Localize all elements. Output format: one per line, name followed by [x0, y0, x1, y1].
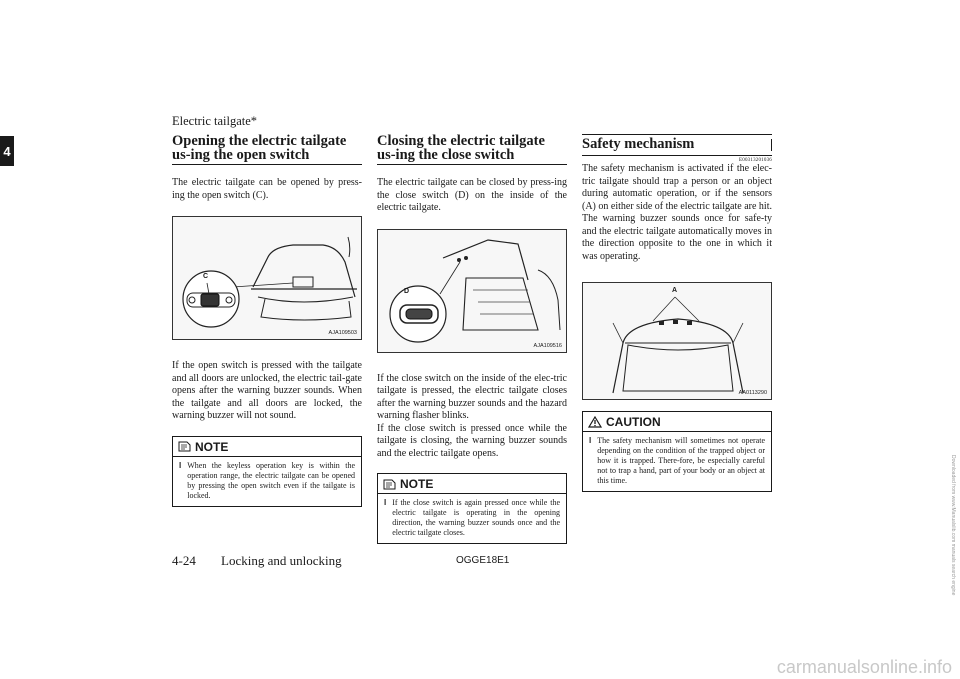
footer-section: Locking and unlocking — [221, 553, 342, 568]
figure-code: AJA109503 — [328, 330, 357, 336]
section-intro: The electric tailgate can be opened by press-ing the open switch (C). — [172, 177, 362, 201]
section-heading: Closing the electric tailgate us-ing the close switch — [377, 134, 567, 165]
section-body-2: If the close switch is pressed once while the tailgate is closing, the warning buzzer sounds and the electric tailgate opens. — [377, 422, 567, 459]
footer-doc-code: OGGE18E1 — [456, 555, 510, 566]
figure-open-switch — [172, 216, 362, 340]
note-icon — [383, 479, 396, 490]
note-title: NOTE — [195, 439, 229, 454]
bullet-icon: l — [384, 498, 387, 507]
bullet-icon: l — [179, 460, 182, 470]
figure-code: AA0113290 — [738, 390, 767, 396]
section-heading: Safety mechanism — [582, 134, 772, 156]
section-body: If the open switch is pressed with the tailgate and all doors are unlocked, the electric tail-gate opens after the warning buzzer sounds. When the tailgate and all doors are locked, the warning buzzer will not sound. — [172, 360, 362, 421]
callout-d: D — [404, 287, 410, 295]
caution-box — [582, 411, 772, 492]
running-head: Electric tailgate* — [172, 114, 258, 128]
figure-close-switch — [377, 229, 567, 353]
note-item — [173, 457, 361, 501]
corner-tag: Downloaded from www.Manualslib.com manuals search engine — [950, 455, 956, 596]
section-heading: Opening the electric tailgate us-ing the open switch — [172, 134, 362, 165]
note-header — [173, 437, 361, 457]
page-number: 4-24 — [172, 553, 196, 568]
callout-a: A — [672, 287, 678, 294]
bullet-icon: l — [589, 436, 592, 445]
note-box — [377, 473, 567, 544]
section-intro: The electric tailgate can be closed by press-ing the close switch (D) on the inside of the electric tailgate. — [377, 177, 567, 213]
section-close-switch — [377, 134, 567, 544]
tailgate-sensor-illustration — [583, 283, 772, 399]
figure-sensors — [582, 282, 772, 400]
caution-header — [583, 412, 771, 432]
caution-item — [583, 432, 771, 486]
caution-title: CAUTION — [606, 415, 661, 429]
tailgate-rear-illustration — [173, 217, 362, 339]
watermark: carmanualsonline.info — [776, 657, 952, 677]
section-code: E00313201036 — [739, 158, 772, 163]
figure-code: AJA109516 — [533, 342, 562, 349]
section-safety-mechanism — [582, 134, 772, 492]
note-box — [172, 436, 362, 507]
warning-triangle-icon — [588, 416, 602, 428]
callout-c: C — [203, 273, 209, 280]
note-text: If the close switch is again pressed once while the electric tailgate is operating in the opening direction, the warning buzzer sounds once and the electric tailgate closes. — [392, 498, 560, 537]
chapter-tab: 4 — [0, 136, 14, 166]
section-body: If the close switch on the inside of the elec-tric tailgate is pressed, the electric tailgate closes after the warning buzzer sounds and the hazard warning flasher blinks. — [377, 372, 567, 421]
section-body: The safety mechanism is activated if the elec-tric tailgate should trap a person or an object during automatic operation, or if the sensors (A) on either side of the electric tailgate are hit. The warning buzzer sounds once for safe-ty and the electric tailgate automatically moves in the direction opposite to the one in which it was operating. — [582, 163, 772, 262]
note-text: When the keyless operation key is within the operation range, the electric tailgate can be opened by pressing the open switch even if the tailgate is locked. — [187, 460, 355, 500]
note-title: NOTE — [400, 477, 434, 491]
note-header — [378, 474, 566, 494]
note-item — [378, 494, 566, 538]
caution-text: The safety mechanism will sometimes not operate depending on the condition of the trapped object or how it is trapped. There-fore, be especially careful not to trap a hand, part of your body or an object at this time. — [597, 436, 765, 485]
section-open-switch — [172, 134, 362, 507]
note-icon — [178, 441, 191, 452]
